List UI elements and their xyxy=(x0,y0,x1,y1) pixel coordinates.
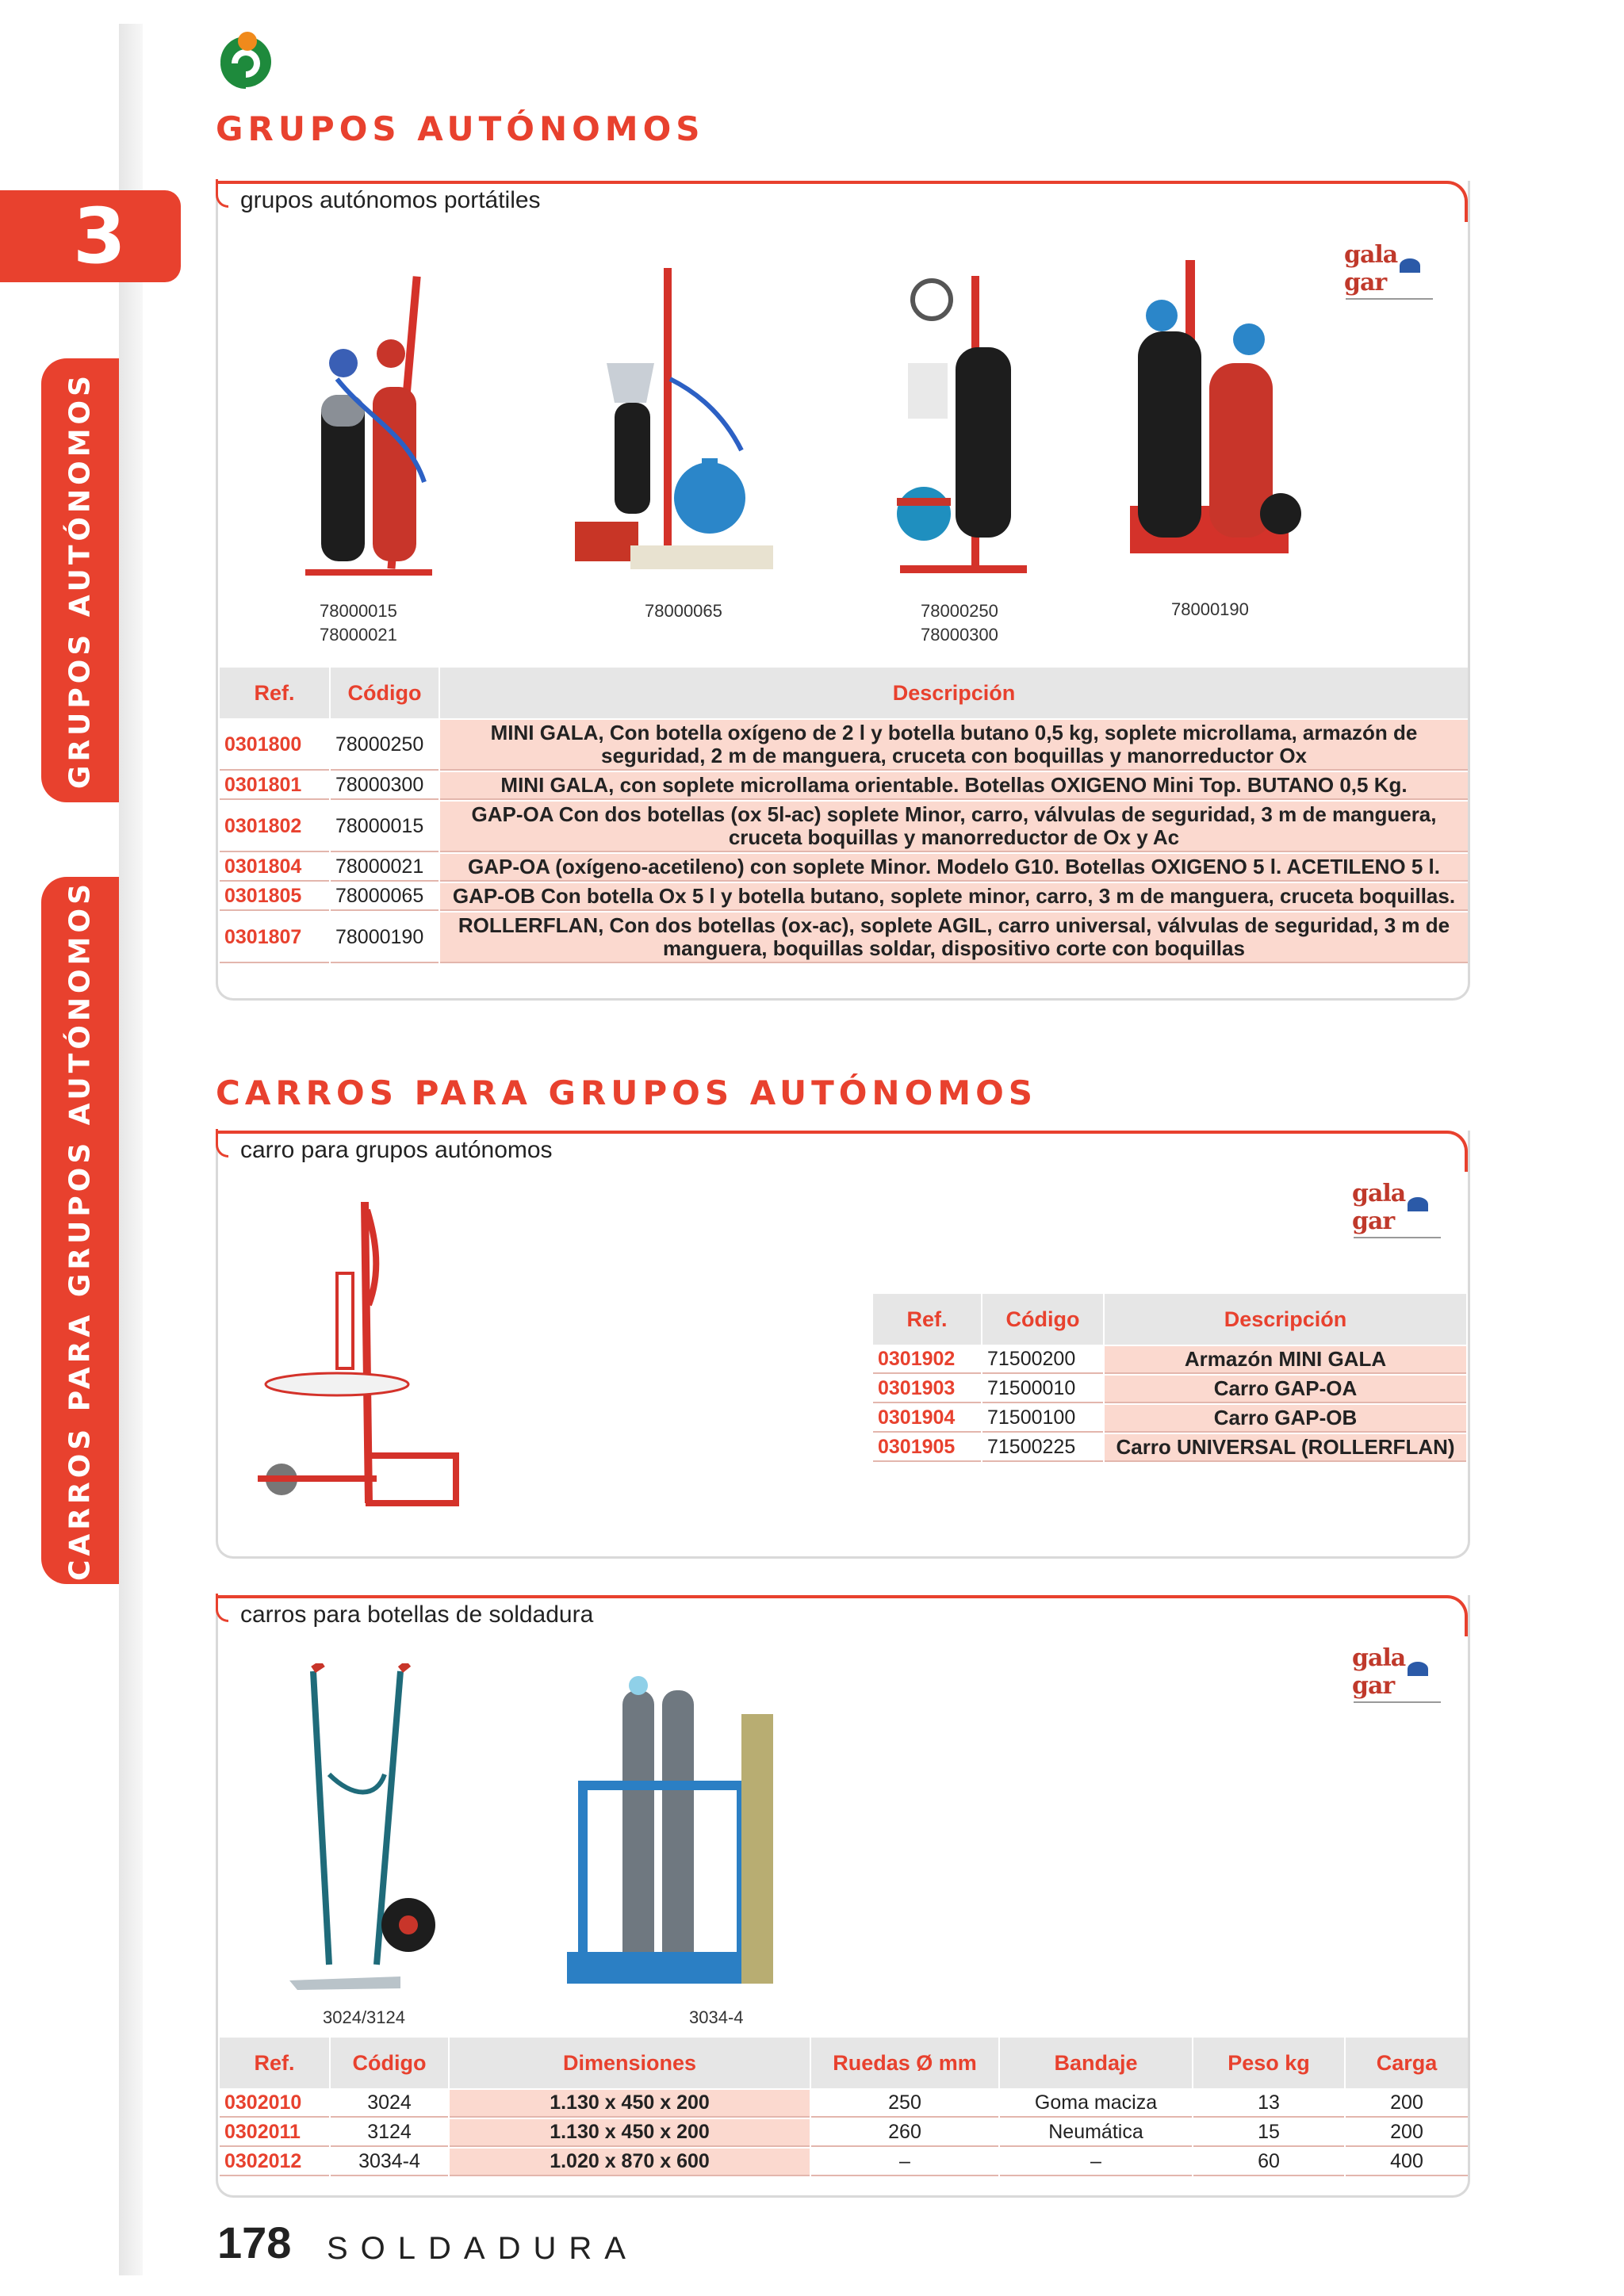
brand-underline xyxy=(1354,1237,1441,1238)
column-header: Ref. xyxy=(220,2038,329,2088)
product-code-label xyxy=(323,2006,405,2030)
table-row[interactable] xyxy=(873,1434,1466,1462)
brand-logo-galagar xyxy=(1352,1180,1447,1240)
ref-cell: 0301807 xyxy=(220,913,329,963)
product-code: 78000021 xyxy=(320,625,397,645)
box-header xyxy=(218,181,1468,222)
ref-cell: 0301805 xyxy=(220,883,329,911)
chapter-number-tab[interactable]: 3 xyxy=(0,190,181,282)
weight-cell: 13 xyxy=(1193,2090,1344,2118)
column-header: Código xyxy=(331,2038,448,2088)
product-code-label xyxy=(689,2006,744,2030)
weight-cell: 60 xyxy=(1193,2149,1344,2176)
product-box-carro-grupos xyxy=(216,1131,1470,1559)
dimensions-cell: 1.130 x 450 x 200 xyxy=(450,2090,810,2118)
column-header: Carga xyxy=(1346,2038,1468,2088)
product-image-rollerflan xyxy=(1122,252,1304,569)
load-cell: 200 xyxy=(1346,2119,1468,2147)
product-box-carros-botellas xyxy=(216,1595,1470,2198)
product-code: 3034-4 xyxy=(689,2007,744,2027)
column-header: Descripción xyxy=(440,668,1468,718)
section-title-grupos: GRUPOS AUTÓNOMOS xyxy=(216,109,705,148)
load-cell: 200 xyxy=(1346,2090,1468,2118)
table-row[interactable] xyxy=(220,854,1468,882)
bandaje-cell: – xyxy=(1000,2149,1192,2176)
product-code-label xyxy=(320,599,397,647)
box-subtitle: carros para botellas de soldadura xyxy=(240,1601,594,1628)
column-header: Peso kg xyxy=(1193,2038,1344,2088)
code-cell: 78000065 xyxy=(331,883,439,911)
description-cell: ROLLERFLAN, Con dos botellas (ox-ac), soplete AGIL, carro universal, válvulas de seguridad, 3 m de manguera, boquillas soldar, dispositivo corte con boquillas xyxy=(440,913,1468,963)
product-code: 3024/3124 xyxy=(323,2007,405,2027)
ref-cell: 0302011 xyxy=(220,2119,329,2147)
page-number: 178 xyxy=(217,2218,292,2267)
table-row[interactable] xyxy=(220,2149,1468,2176)
ref-cell: 0301905 xyxy=(873,1434,981,1462)
page-spine xyxy=(119,24,143,2275)
code-cell: 78000300 xyxy=(331,772,439,800)
column-header: Código xyxy=(331,668,439,718)
description-cell: GAP-OA (oxígeno-acetileno) con soplete Minor. Modelo G10. Botellas OXIGENO 5 l. ACETILENO 5 l. xyxy=(440,854,1468,882)
column-header: Ref. xyxy=(873,1294,981,1345)
description-cell: Carro GAP-OA xyxy=(1105,1376,1466,1403)
dimensions-cell: 1.130 x 450 x 200 xyxy=(450,2119,810,2147)
ref-cell: 0302012 xyxy=(220,2149,329,2176)
weight-cell: 15 xyxy=(1193,2119,1344,2147)
ref-cell: 0301804 xyxy=(220,854,329,882)
product-code: 78000015 xyxy=(320,601,397,621)
brand-logo-galagar xyxy=(1344,241,1439,301)
table-row[interactable] xyxy=(220,802,1468,852)
description-cell: Carro UNIVERSAL (ROLLERFLAN) xyxy=(1105,1434,1466,1462)
code-cell: 3124 xyxy=(331,2119,448,2147)
brand-underline xyxy=(1346,298,1433,300)
code-cell: 78000250 xyxy=(331,720,439,771)
product-code: 78000250 xyxy=(921,601,998,621)
ref-cell: 0301801 xyxy=(220,772,329,800)
wheels-cell: 250 xyxy=(811,2090,998,2118)
table-row[interactable] xyxy=(220,883,1468,911)
code-cell: 71500225 xyxy=(982,1434,1103,1462)
brand-logo-galagar xyxy=(1352,1644,1447,1705)
code-cell: 78000021 xyxy=(331,854,439,882)
bandaje-cell: Neumática xyxy=(1000,2119,1192,2147)
product-code-label xyxy=(1171,598,1249,622)
product-code: 78000190 xyxy=(1171,599,1249,619)
brand-underline xyxy=(1354,1701,1441,1703)
ref-cell: 0301902 xyxy=(873,1346,981,1374)
ref-cell: 0301903 xyxy=(873,1376,981,1403)
brand-text: gala gar xyxy=(1344,241,1398,297)
table-row[interactable] xyxy=(220,2119,1468,2147)
product-image-carro-4-botellas xyxy=(559,1667,789,1999)
code-cell: 71500200 xyxy=(982,1346,1103,1374)
product-image-mini-gala xyxy=(884,260,1035,577)
description-cell: MINI GALA, Con botella oxígeno de 2 l y botella butano 0,5 kg, soplete microllama, armazón de seguridad, 2 m de manguera, cruceta con boquillas y manorreductor Ox xyxy=(440,720,1468,771)
carros-botellas-table xyxy=(218,2036,1469,2178)
table-row[interactable] xyxy=(220,913,1468,963)
box-subtitle: grupos autónomos portátiles xyxy=(240,187,541,213)
brand-text: gala gar xyxy=(1352,1644,1406,1700)
wheels-cell: 260 xyxy=(811,2119,998,2147)
product-code: 78000300 xyxy=(921,625,998,645)
product-image-carro xyxy=(250,1194,464,1527)
product-image-gap-ob xyxy=(567,260,781,577)
description-cell: Carro GAP-OB xyxy=(1105,1405,1466,1433)
table-row[interactable] xyxy=(873,1346,1466,1374)
ref-cell: 0301904 xyxy=(873,1405,981,1433)
wheels-cell: – xyxy=(811,2149,998,2176)
dimensions-cell: 1.020 x 870 x 600 xyxy=(450,2149,810,2176)
table-row[interactable] xyxy=(220,2090,1468,2118)
column-header: Código xyxy=(982,1294,1103,1345)
side-tab-grupos-autonomos[interactable] xyxy=(41,358,119,802)
table-row[interactable] xyxy=(873,1405,1466,1433)
code-cell: 3024 xyxy=(331,2090,448,2118)
product-code: 78000065 xyxy=(645,601,722,621)
box-subtitle: carro para grupos autónomos xyxy=(240,1137,553,1163)
product-code-label xyxy=(645,599,722,623)
side-tab-label: CARROS PARA GRUPOS AUTÓNOMOS xyxy=(63,879,97,1582)
carros-table xyxy=(871,1292,1468,1464)
section-title-carros: CARROS PARA GRUPOS AUTÓNOMOS xyxy=(216,1073,1038,1112)
code-cell: 78000190 xyxy=(331,913,439,963)
code-cell: 71500010 xyxy=(982,1376,1103,1403)
description-cell: MINI GALA, con soplete microllama orientable. Botellas OXIGENO Mini Top. BUTANO 0,5 Kg. xyxy=(440,772,1468,800)
description-cell: Armazón MINI GALA xyxy=(1105,1346,1466,1374)
product-image-carretilla xyxy=(282,1663,440,1996)
ref-cell: 0301802 xyxy=(220,802,329,852)
page-section-label: SOLDADURA xyxy=(327,2231,638,2266)
bandaje-cell: Goma maciza xyxy=(1000,2090,1192,2118)
table-row[interactable] xyxy=(220,720,1468,771)
description-cell: GAP-OA Con dos botellas (ox 5l-ac) soplete Minor, carro, válvulas de seguridad, 3 m de manguera, cruceta boquillas y manorreductor de Ox y Ac xyxy=(440,802,1468,852)
product-box-grupos xyxy=(216,181,1470,1001)
table-row[interactable] xyxy=(220,772,1468,800)
side-tab-carros[interactable] xyxy=(41,877,119,1584)
ref-cell: 0302010 xyxy=(220,2090,329,2118)
column-header: Ruedas Ø mm xyxy=(811,2038,998,2088)
column-header: Dimensiones xyxy=(450,2038,810,2088)
product-code-label xyxy=(921,599,998,647)
code-cell: 3034-4 xyxy=(331,2149,448,2176)
column-header: Descripción xyxy=(1105,1294,1466,1345)
brand-text: gala gar xyxy=(1352,1180,1406,1235)
products-table xyxy=(218,666,1469,965)
column-header: Ref. xyxy=(220,668,329,718)
box-header xyxy=(218,1595,1468,1636)
side-tab-label: GRUPOS AUTÓNOMOS xyxy=(63,371,97,790)
table-row[interactable] xyxy=(873,1376,1466,1403)
company-logo xyxy=(216,29,276,89)
code-cell: 71500100 xyxy=(982,1405,1103,1433)
description-cell: GAP-OB Con botella Ox 5 l y botella butano, soplete minor, carro, 3 m de manguera, cruceta boquillas. xyxy=(440,883,1468,911)
code-cell: 78000015 xyxy=(331,802,439,852)
box-header xyxy=(218,1131,1468,1172)
column-header: Bandaje xyxy=(1000,2038,1192,2088)
ref-cell: 0301800 xyxy=(220,720,329,771)
load-cell: 400 xyxy=(1346,2149,1468,2176)
product-image-gap-oa xyxy=(289,260,440,577)
